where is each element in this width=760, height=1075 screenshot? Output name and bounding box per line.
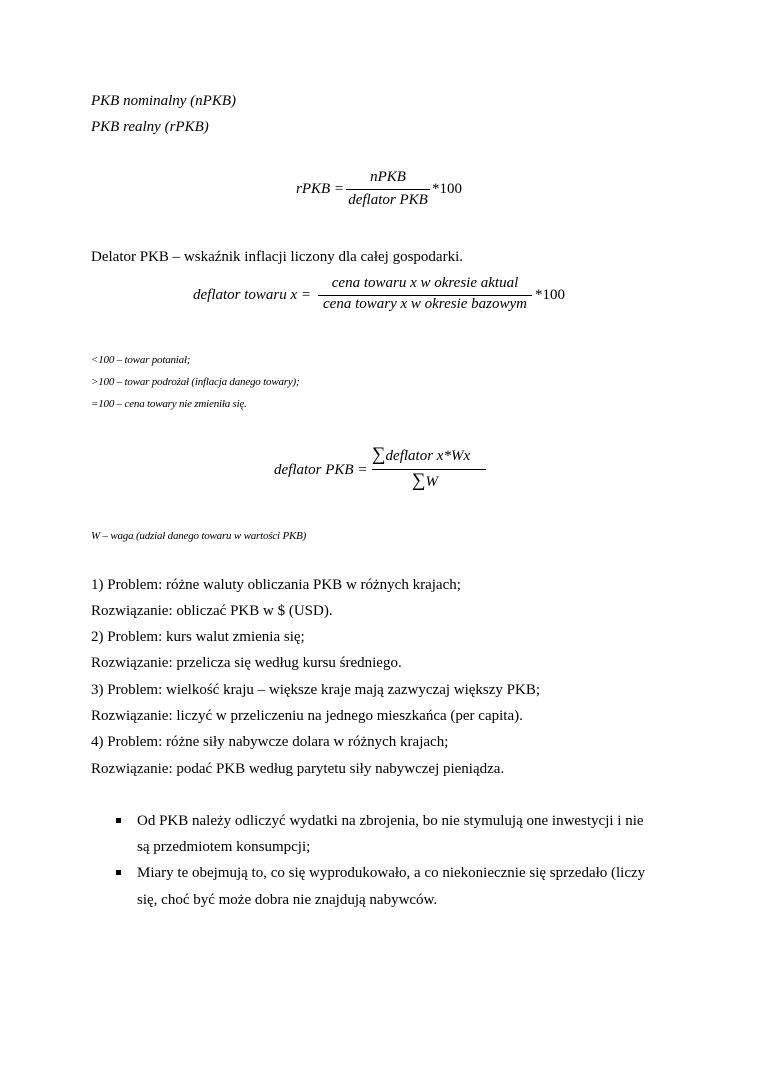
bullet-marker — [116, 870, 121, 875]
formula-deflator-towaru-denominator: cena towary x w okresie bazowym — [323, 296, 527, 312]
solution-4: Rozwiązanie: podać PKB według parytetu siły nabywczej pieniądza. — [91, 761, 505, 777]
solution-3: Rozwiązanie: liczyć w przeliczeniu na jednego mieszkańca (per capita). — [91, 708, 523, 724]
problem-4: 4) Problem: różne siły nabywcze dolara w różnych krajach; — [91, 734, 449, 750]
formula-rpkb-denominator: deflator PKB — [348, 192, 428, 208]
problem-1: 1) Problem: różne waluty obliczania PKB w różnych krajach; — [91, 577, 461, 593]
bullet-1-line-2: są przedmiotem konsumpcji; — [137, 839, 311, 855]
formula-deflator-pkb-numerator-group — [372, 444, 486, 466]
solution-2: Rozwiązanie: przelicza się według kursu średniego. — [91, 655, 402, 671]
formula-deflator-towaru-lhs: deflator towaru x = — [193, 287, 312, 303]
formula-rpkb-lhs: rPKB = — [296, 181, 345, 197]
bullet-1-line-1: Od PKB należy odliczyć wydatki na zbrojenia, bo nie stymulują one inwestycji i nie — [137, 813, 644, 829]
solution-1: Rozwiązanie: obliczać PKB w $ (USD). — [91, 603, 333, 619]
note-less-than-100: <100 – towar potaniał; — [91, 354, 191, 366]
formula-rpkb-numerator: nPKB — [370, 169, 406, 185]
problem-2: 2) Problem: kurs walut zmienia się; — [91, 629, 305, 645]
formula-deflator-pkb-denominator: W — [425, 474, 439, 490]
weight-note: W – waga (udział danego towaru w wartości PKB) — [91, 530, 307, 542]
formula-deflator-pkb-numerator: deflator x*Wx — [385, 448, 471, 464]
bullet-2-line-2: się, choć być może dobra nie znajdują nabywców. — [137, 892, 438, 908]
formula-rpkb-multiplier: *100 — [432, 181, 462, 197]
bullet-2-line-1: Miary te obejmują to, co się wyprodukowało, a co niekoniecznie się sprzedało (liczy — [137, 865, 646, 881]
formula-rpkb-fraction-bar — [346, 189, 430, 190]
formula-deflator-towaru-numerator: cena towaru x w okresie aktual — [331, 275, 519, 291]
bullet-marker — [116, 818, 121, 823]
formula-deflator-pkb-denominator-group — [412, 470, 472, 492]
sum-symbol-top: ∑ — [372, 444, 386, 465]
definition-nominal: PKB nominalny (nPKB) — [91, 93, 236, 109]
formula-deflator-pkb-lhs: deflator PKB = — [274, 462, 368, 478]
definition-real: PKB realny (rPKB) — [91, 119, 209, 135]
sum-symbol-bottom: ∑ — [412, 470, 426, 491]
deflator-description: Delator PKB – wskaźnik inflacji liczony dla całej gospodarki. — [91, 249, 463, 265]
formula-deflator-towaru-multiplier: *100 — [535, 287, 565, 303]
note-greater-than-100: >100 – towar podrożał (inflacja danego towary); — [91, 376, 300, 388]
note-equal-100: =100 – cena towary nie zmieniła się. — [91, 398, 247, 410]
problem-3: 3) Problem: wielkość kraju – większe kraje mają zazwyczaj większy PKB; — [91, 682, 541, 698]
